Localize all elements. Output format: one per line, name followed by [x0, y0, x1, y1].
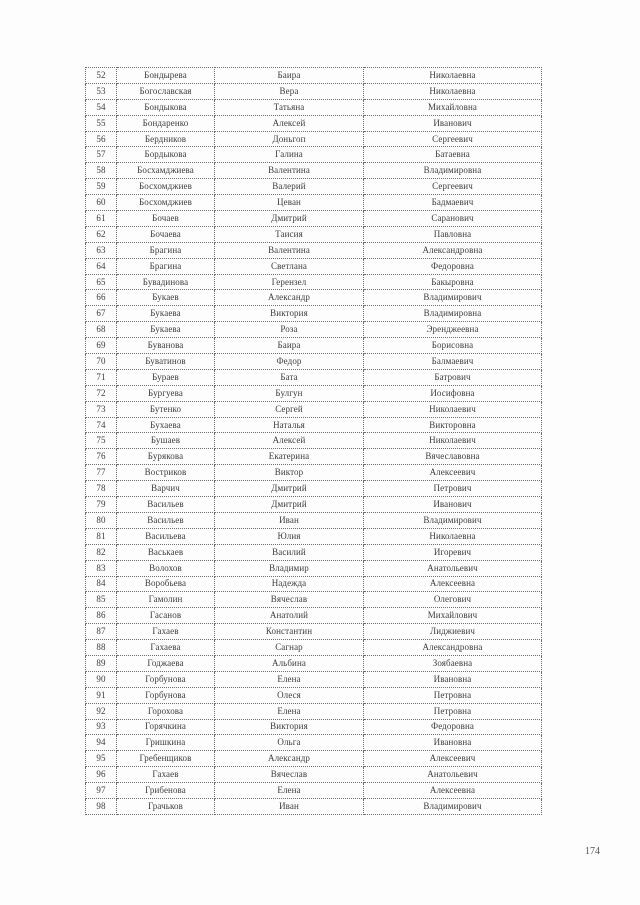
first-name-cell: Александр [215, 290, 364, 306]
row-number-cell: 73 [86, 401, 117, 417]
first-name-cell: Цеван [215, 195, 364, 211]
last-name-cell: Бувадинова [117, 274, 215, 290]
table-row [86, 544, 542, 560]
page-number: 174 [585, 846, 600, 857]
last-name-cell: Бушаев [117, 433, 215, 449]
first-name-cell: Елена [215, 703, 364, 719]
table-row [86, 465, 542, 481]
table-row [86, 258, 542, 274]
last-name-cell: Гамолин [117, 592, 215, 608]
first-name-cell: Валентина [215, 242, 364, 258]
table-row [86, 528, 542, 544]
first-name-cell: Елена [215, 671, 364, 687]
last-name-cell: Гребенщиков [117, 751, 215, 767]
table-row [86, 401, 542, 417]
first-name-cell: Галина [215, 147, 364, 163]
patronymic-cell: Вячеславовна [364, 449, 542, 465]
patronymic-cell: Иосифовна [364, 385, 542, 401]
row-number-cell: 89 [86, 655, 117, 671]
first-name-cell: Екатерина [215, 449, 364, 465]
patronymic-cell: Петровна [364, 703, 542, 719]
row-number-cell: 67 [86, 306, 117, 322]
last-name-cell: Горохова [117, 703, 215, 719]
row-number-cell: 84 [86, 576, 117, 592]
table-row [86, 147, 542, 163]
table-row [86, 433, 542, 449]
row-number-cell: 64 [86, 258, 117, 274]
row-number-cell: 85 [86, 592, 117, 608]
patronymic-cell: Алексеевна [364, 576, 542, 592]
table-row [86, 719, 542, 735]
table-row [86, 735, 542, 751]
patronymic-cell: Иванович [364, 115, 542, 131]
table-row [86, 751, 542, 767]
row-number-cell: 83 [86, 560, 117, 576]
first-name-cell: Валентина [215, 163, 364, 179]
row-number-cell: 63 [86, 242, 117, 258]
row-number-cell: 53 [86, 83, 117, 99]
first-name-cell: Юлия [215, 528, 364, 544]
first-name-cell: Алексей [215, 433, 364, 449]
patronymic-cell: Сергеевич [364, 131, 542, 147]
first-name-cell: Елена [215, 783, 364, 799]
last-name-cell: Варчич [117, 481, 215, 497]
last-name-cell: Гасанов [117, 608, 215, 624]
last-name-cell: Бочаев [117, 211, 215, 227]
row-number-cell: 88 [86, 640, 117, 656]
row-number-cell: 82 [86, 544, 117, 560]
table-row [86, 798, 542, 814]
table-row [86, 68, 542, 84]
table-row [86, 767, 542, 783]
first-name-cell: Дмитрий [215, 497, 364, 513]
last-name-cell: Бурякова [117, 449, 215, 465]
first-name-cell: Вера [215, 83, 364, 99]
row-number-cell: 81 [86, 528, 117, 544]
first-name-cell: Иван [215, 512, 364, 528]
row-number-cell: 93 [86, 719, 117, 735]
last-name-cell: Букаева [117, 306, 215, 322]
first-name-cell: Светлана [215, 258, 364, 274]
last-name-cell: Буванова [117, 338, 215, 354]
last-name-cell: Босхамджиева [117, 163, 215, 179]
patronymic-cell: Владимировна [364, 163, 542, 179]
first-name-cell: Алексей [215, 115, 364, 131]
table-row [86, 211, 542, 227]
last-name-cell: Букаев [117, 290, 215, 306]
patronymic-cell: Николаевна [364, 528, 542, 544]
row-number-cell: 57 [86, 147, 117, 163]
last-name-cell: Бондыкова [117, 99, 215, 115]
patronymic-cell: Саранович [364, 211, 542, 227]
patronymic-cell: Ивановна [364, 671, 542, 687]
patronymic-cell: Анатольевич [364, 560, 542, 576]
last-name-cell: Бочаева [117, 226, 215, 242]
row-number-cell: 71 [86, 369, 117, 385]
table-row [86, 354, 542, 370]
first-name-cell: Дмитрий [215, 211, 364, 227]
row-number-cell: 72 [86, 385, 117, 401]
row-number-cell: 90 [86, 671, 117, 687]
first-name-cell: Федор [215, 354, 364, 370]
first-name-cell: Герензел [215, 274, 364, 290]
table-row [86, 703, 542, 719]
last-name-cell: Бутенко [117, 401, 215, 417]
last-name-cell: Воробьева [117, 576, 215, 592]
patronymic-cell: Анатольевич [364, 767, 542, 783]
first-name-cell: Дмитрий [215, 481, 364, 497]
patronymic-cell: Николаевна [364, 83, 542, 99]
last-name-cell: Бондырева [117, 68, 215, 84]
last-name-cell: Гахаев [117, 624, 215, 640]
last-name-cell: Горбунова [117, 687, 215, 703]
table-row [86, 226, 542, 242]
table-row [86, 417, 542, 433]
table-row [86, 512, 542, 528]
table-row [86, 115, 542, 131]
first-name-cell: Наталья [215, 417, 364, 433]
first-name-cell: Виктор [215, 465, 364, 481]
row-number-cell: 92 [86, 703, 117, 719]
first-name-cell: Иван [215, 798, 364, 814]
last-name-cell: Богославская [117, 83, 215, 99]
patronymic-cell: Батаевна [364, 147, 542, 163]
row-number-cell: 70 [86, 354, 117, 370]
patronymic-cell: Алексеевна [364, 783, 542, 799]
table-row [86, 592, 542, 608]
first-name-cell: Александр [215, 751, 364, 767]
row-number-cell: 59 [86, 179, 117, 195]
patronymic-cell: Петровна [364, 687, 542, 703]
row-number-cell: 91 [86, 687, 117, 703]
first-name-cell: Виктория [215, 306, 364, 322]
table-row [86, 687, 542, 703]
last-name-cell: Васильева [117, 528, 215, 544]
first-name-cell: Олеся [215, 687, 364, 703]
patronymic-cell: Николаевич [364, 401, 542, 417]
table-row [86, 99, 542, 115]
row-number-cell: 60 [86, 195, 117, 211]
last-name-cell: Грибенова [117, 783, 215, 799]
table-row [86, 608, 542, 624]
patronymic-cell: Батрович [364, 369, 542, 385]
row-number-cell: 62 [86, 226, 117, 242]
table-row [86, 195, 542, 211]
row-number-cell: 74 [86, 417, 117, 433]
last-name-cell: Босхомджиев [117, 179, 215, 195]
first-name-cell: Ольга [215, 735, 364, 751]
table-row [86, 640, 542, 656]
row-number-cell: 58 [86, 163, 117, 179]
table-row [86, 385, 542, 401]
first-name-cell: Валерий [215, 179, 364, 195]
last-name-cell: Брагина [117, 242, 215, 258]
last-name-cell: Васильев [117, 497, 215, 513]
first-name-cell: Вячеслав [215, 592, 364, 608]
patronymic-cell: Зоябаевна [364, 655, 542, 671]
table-row [86, 481, 542, 497]
patronymic-cell: Бадмаевич [364, 195, 542, 211]
row-number-cell: 95 [86, 751, 117, 767]
first-name-cell: Константин [215, 624, 364, 640]
patronymic-cell: Викторовна [364, 417, 542, 433]
patronymic-cell: Федоровна [364, 719, 542, 735]
row-number-cell: 98 [86, 798, 117, 814]
patronymic-cell: Петрович [364, 481, 542, 497]
patronymic-cell: Алексеевич [364, 751, 542, 767]
last-name-cell: Букаева [117, 322, 215, 338]
last-name-cell: Гахаева [117, 640, 215, 656]
patronymic-cell: Лиджиевич [364, 624, 542, 640]
first-name-cell: Василий [215, 544, 364, 560]
row-number-cell: 75 [86, 433, 117, 449]
row-number-cell: 78 [86, 481, 117, 497]
table-row [86, 83, 542, 99]
table-row [86, 131, 542, 147]
last-name-cell: Бердников [117, 131, 215, 147]
patronymic-cell: Ивановна [364, 735, 542, 751]
table-row [86, 306, 542, 322]
last-name-cell: Бухаева [117, 417, 215, 433]
last-name-cell: Волохов [117, 560, 215, 576]
table-row [86, 338, 542, 354]
last-name-cell: Бондаренко [117, 115, 215, 131]
first-name-cell: Баира [215, 338, 364, 354]
patronymic-cell: Владимирович [364, 512, 542, 528]
first-name-cell: Сергей [215, 401, 364, 417]
patronymic-cell: Александровна [364, 640, 542, 656]
last-name-cell: Бордыкова [117, 147, 215, 163]
patronymic-cell: Балмаевич [364, 354, 542, 370]
patronymic-cell: Борисовна [364, 338, 542, 354]
row-number-cell: 69 [86, 338, 117, 354]
name-table-body [86, 68, 542, 815]
patronymic-cell: Алексеевич [364, 465, 542, 481]
last-name-cell: Горбунова [117, 671, 215, 687]
row-number-cell: 56 [86, 131, 117, 147]
last-name-cell: Горячкина [117, 719, 215, 735]
last-name-cell: Грачьков [117, 798, 215, 814]
table-row [86, 274, 542, 290]
table-row [86, 655, 542, 671]
first-name-cell: Сагнар [215, 640, 364, 656]
first-name-cell: Вячеслав [215, 767, 364, 783]
patronymic-cell: Николаевич [364, 433, 542, 449]
table-row [86, 163, 542, 179]
row-number-cell: 86 [86, 608, 117, 624]
row-number-cell: 80 [86, 512, 117, 528]
row-number-cell: 94 [86, 735, 117, 751]
patronymic-cell: Игоревич [364, 544, 542, 560]
patronymic-cell: Эренджеевна [364, 322, 542, 338]
table-row [86, 322, 542, 338]
patronymic-cell: Павловна [364, 226, 542, 242]
patronymic-cell: Сергеевич [364, 179, 542, 195]
first-name-cell: Альбина [215, 655, 364, 671]
table-row [86, 369, 542, 385]
row-number-cell: 55 [86, 115, 117, 131]
first-name-cell: Надежда [215, 576, 364, 592]
row-number-cell: 96 [86, 767, 117, 783]
row-number-cell: 65 [86, 274, 117, 290]
first-name-cell: Роза [215, 322, 364, 338]
table-row [86, 576, 542, 592]
row-number-cell: 52 [86, 68, 117, 84]
last-name-cell: Гахаев [117, 767, 215, 783]
table-row [86, 179, 542, 195]
patronymic-cell: Владимировна [364, 306, 542, 322]
table-row [86, 497, 542, 513]
last-name-cell: Бураев [117, 369, 215, 385]
last-name-cell: Брагина [117, 258, 215, 274]
last-name-cell: Буватинов [117, 354, 215, 370]
last-name-cell: Востриков [117, 465, 215, 481]
first-name-cell: Таисия [215, 226, 364, 242]
first-name-cell: Баира [215, 68, 364, 84]
row-number-cell: 77 [86, 465, 117, 481]
first-name-cell: Анатолий [215, 608, 364, 624]
patronymic-cell: Бакыровна [364, 274, 542, 290]
table-row [86, 624, 542, 640]
patronymic-cell: Федоровна [364, 258, 542, 274]
table-row [86, 449, 542, 465]
patronymic-cell: Николаевна [364, 68, 542, 84]
table-row [86, 290, 542, 306]
row-number-cell: 54 [86, 99, 117, 115]
table-row [86, 783, 542, 799]
patronymic-cell: Михайловна [364, 99, 542, 115]
first-name-cell: Татьяна [215, 99, 364, 115]
patronymic-cell: Владимирович [364, 798, 542, 814]
patronymic-cell: Михайлович [364, 608, 542, 624]
first-name-cell: Бата [215, 369, 364, 385]
row-number-cell: 87 [86, 624, 117, 640]
patronymic-cell: Владимирович [364, 290, 542, 306]
first-name-cell: Булгун [215, 385, 364, 401]
row-number-cell: 79 [86, 497, 117, 513]
last-name-cell: Гришкина [117, 735, 215, 751]
first-name-cell: Виктория [215, 719, 364, 735]
name-table [85, 67, 542, 815]
first-name-cell: Доньгоп [215, 131, 364, 147]
last-name-cell: Бургуева [117, 385, 215, 401]
patronymic-cell: Олегович [364, 592, 542, 608]
table-row [86, 671, 542, 687]
last-name-cell: Босхомджиев [117, 195, 215, 211]
last-name-cell: Годжаева [117, 655, 215, 671]
patronymic-cell: Иванович [364, 497, 542, 513]
row-number-cell: 66 [86, 290, 117, 306]
row-number-cell: 76 [86, 449, 117, 465]
first-name-cell: Владимир [215, 560, 364, 576]
table-row [86, 560, 542, 576]
patronymic-cell: Александровна [364, 242, 542, 258]
table-row [86, 242, 542, 258]
last-name-cell: Васильев [117, 512, 215, 528]
row-number-cell: 68 [86, 322, 117, 338]
last-name-cell: Васькаев [117, 544, 215, 560]
row-number-cell: 97 [86, 783, 117, 799]
row-number-cell: 61 [86, 211, 117, 227]
